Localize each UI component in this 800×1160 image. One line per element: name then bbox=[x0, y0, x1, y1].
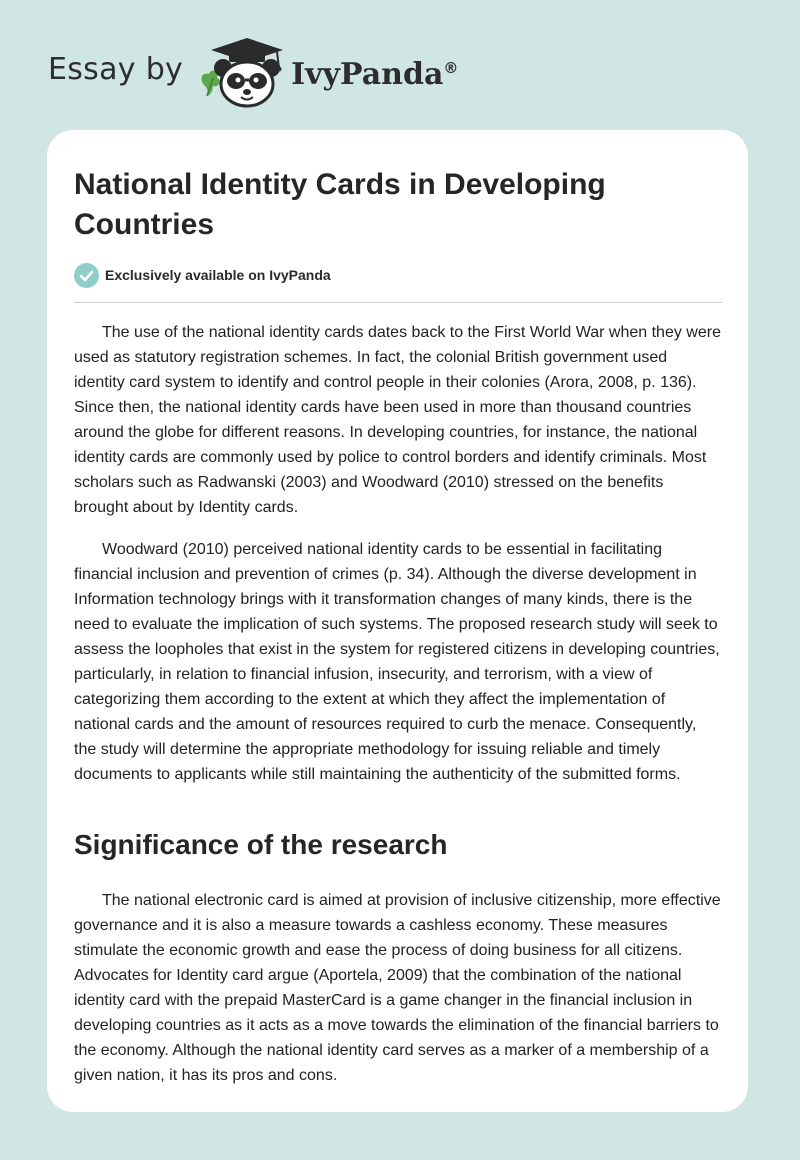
paragraph: The national electronic card is aimed at provision of inclusive citizenship, more effective governance and it is also a measure towards a cashless economy. These measures stimulate the economic growth and ease the process of doing business for all citizens. Advocates for Identity card argue (Aportela, 2009) that the combination of the national identity card with the prepaid MasterCard is a game changer in the financial inclusion in developing countries as it acts as a move towards the elimination of the financial barriers to the economy. Although the national identity card serves as a marker of a membership of a given nation, it has its pros and cons. bbox=[74, 892, 721, 1084]
divider bbox=[74, 302, 722, 303]
site-brand[interactable] bbox=[48, 34, 458, 110]
article-title: National Identity Cards in Developing Countries bbox=[74, 168, 606, 241]
paragraph: Woodward (2010) perceived national identity cards to be essential in facilitating financial inclusion and prevention of crimes (p. 34). Although the diverse development in Information technology brings with it transformation changes of many kinds, there is the need to evaluate the implication of such systems. The proposed research study will seek to assess the loopholes that exist in the system for registered citizens in developing countries, particularly, in relation to financial infusion, insecurity, and terrorism, with a view of categorizing them according to the extent at which they affect the implementation of national cards and the amount of resources required to curb the menace. Consequently, the study will determine the appropriate methodology for issuing reliable and timely documents to applicants while still maintaining the authenticity of the submitted forms. bbox=[74, 541, 720, 783]
exclusive-badge-text: Exclusively available on IvyPanda bbox=[105, 267, 331, 283]
section-heading: Significance of the research bbox=[74, 829, 448, 860]
brand-name: IvyPanda® bbox=[291, 56, 459, 92]
exclusive-badge bbox=[74, 262, 331, 288]
article-card bbox=[47, 130, 748, 1112]
paragraph: The use of the national identity cards dates back to the First World War when they were used as statutory registration schemes. In fact, the colonial British government used identity card system to identify and control people in their colonies (Arora, 2008, p. 136). Since then, the national identity cards have been used in more than thousand countries around the globe for different reasons. In developing countries, for instance, the national identity cards are commonly used by police to control borders and identify criminals. Most scholars such as Radwanski (2003) and Woodward (2010) stressed on the benefits brought about by Identity cards. bbox=[74, 324, 721, 516]
brand-prefix: Essay by bbox=[48, 51, 184, 87]
panda-logo-icon bbox=[197, 34, 289, 110]
check-circle-icon bbox=[74, 263, 99, 288]
